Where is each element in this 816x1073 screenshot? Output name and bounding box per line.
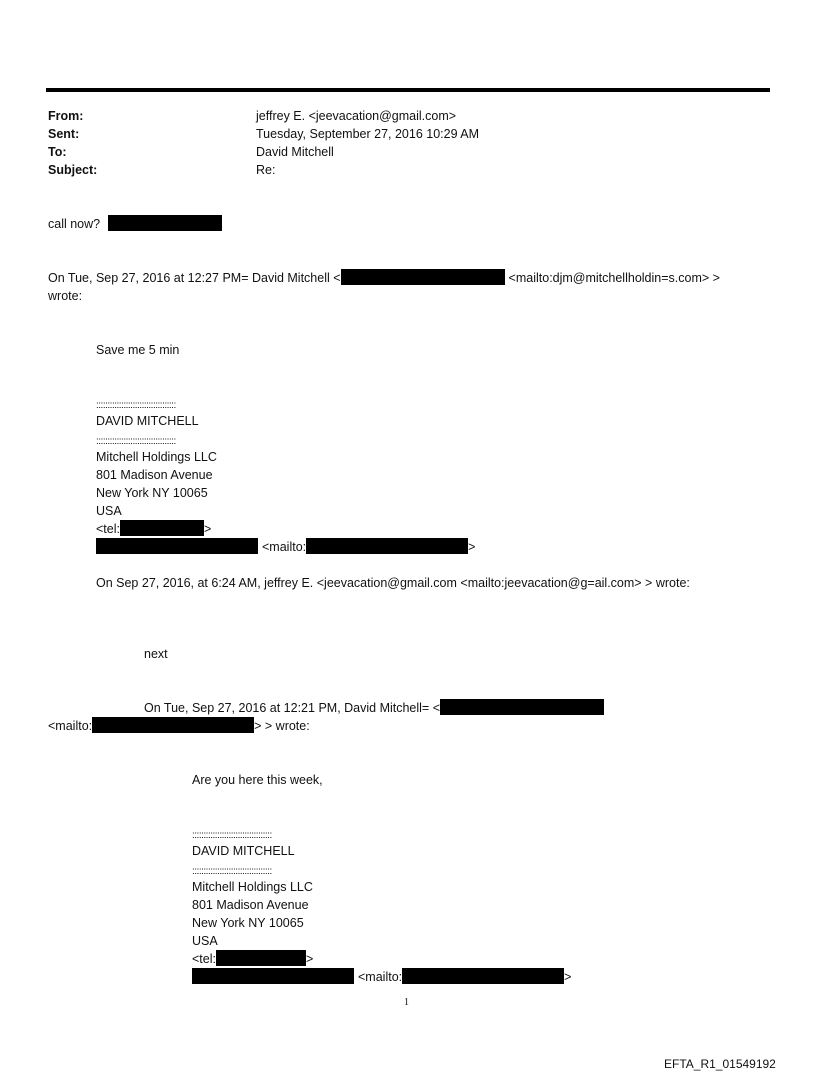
- redaction-block: [440, 699, 604, 715]
- redaction-block: [216, 950, 306, 966]
- signature-tel: [192, 950, 313, 968]
- signature-name: DAVID MITCHELL: [192, 844, 295, 858]
- page-number: 1: [404, 997, 409, 1008]
- signature-city: New York NY 10065: [192, 916, 304, 930]
- tel-open: <tel:: [192, 952, 216, 966]
- sent-value: Tuesday, September 27, 2016 10:29 AM: [256, 127, 480, 141]
- mailto-open: <mailto:: [262, 540, 307, 554]
- signature-dots: :::::::::::::::::::::::::::::::::::: [96, 436, 176, 447]
- quote1-intro-b: <mailto:djm@mitchellholdin=s.com> >: [508, 271, 720, 285]
- next-text: next: [144, 647, 168, 661]
- tel-open: <tel:: [96, 522, 120, 536]
- quote1-intro: [48, 269, 720, 287]
- signature-email: [192, 968, 571, 986]
- are-you-here-text: Are you here this week,: [192, 773, 323, 787]
- redaction-block: [108, 215, 222, 231]
- redaction-block: [341, 269, 505, 285]
- subject-value: Re:: [256, 163, 276, 177]
- call-now-label: call now?: [48, 217, 101, 231]
- signature-company: Mitchell Holdings LLC: [96, 450, 217, 464]
- quote3-intro-a: On Tue, Sep 27, 2016 at 12:21 PM, David Mitchell= <: [144, 701, 441, 715]
- signature-city: New York NY 10065: [96, 486, 208, 500]
- quote1-intro-a: On Tue, Sep 27, 2016 at 12:27 PM= David Mitchell <: [48, 271, 341, 285]
- sent-label: Sent:: [48, 127, 80, 141]
- from-label: From:: [48, 109, 84, 123]
- save-me-text: Save me 5 min: [96, 343, 180, 357]
- subject-label: Subject:: [48, 163, 98, 177]
- redaction-block: [96, 538, 258, 554]
- signature-country: USA: [192, 934, 218, 948]
- signature-dots: :::::::::::::::::::::::::::::::::::: [96, 400, 176, 411]
- mailto-close: >: [564, 970, 572, 984]
- tel-close: >: [203, 522, 212, 536]
- tel-close: >: [305, 952, 314, 966]
- mailto-close: >: [468, 540, 476, 554]
- quote3-intro: [144, 699, 604, 717]
- signature-country: USA: [96, 504, 122, 518]
- quote2-intro: On Sep 27, 2016, at 6:24 AM, jeffrey E. <jeevacation@gmail.com <mailto:jeevacation@g=ail.com> > wrote:: [96, 576, 690, 590]
- to-label: To:: [48, 145, 67, 159]
- redaction-block: [306, 538, 468, 554]
- quote3-mailto-open: <mailto:: [48, 719, 93, 733]
- signature-dots: :::::::::::::::::::::::::::::::::::: [192, 830, 272, 841]
- call-now-text: [48, 215, 222, 233]
- signature-dots: :::::::::::::::::::::::::::::::::::: [192, 866, 272, 877]
- redaction-block: [192, 968, 354, 984]
- header-rule: [46, 88, 770, 92]
- signature-street: 801 Madison Avenue: [192, 898, 309, 912]
- signature-company: Mitchell Holdings LLC: [192, 880, 313, 894]
- from-value: jeffrey E. <jeevacation@gmail.com>: [256, 109, 457, 123]
- redaction-block: [92, 717, 254, 733]
- document-id: EFTA_R1_01549192: [664, 1057, 776, 1071]
- redaction-block: [120, 520, 204, 536]
- mailto-open: <mailto:: [358, 970, 403, 984]
- signature-name: DAVID MITCHELL: [96, 414, 199, 428]
- redaction-block: [402, 968, 564, 984]
- quote3-wrote: > > wrote:: [254, 719, 310, 733]
- to-value: David Mitchell: [256, 145, 334, 159]
- quote3-mailto: [48, 717, 310, 735]
- signature-tel: [96, 520, 211, 538]
- signature-street: 801 Madison Avenue: [96, 468, 213, 482]
- signature-email: [96, 538, 475, 556]
- quote1-wrote: wrote:: [48, 289, 83, 303]
